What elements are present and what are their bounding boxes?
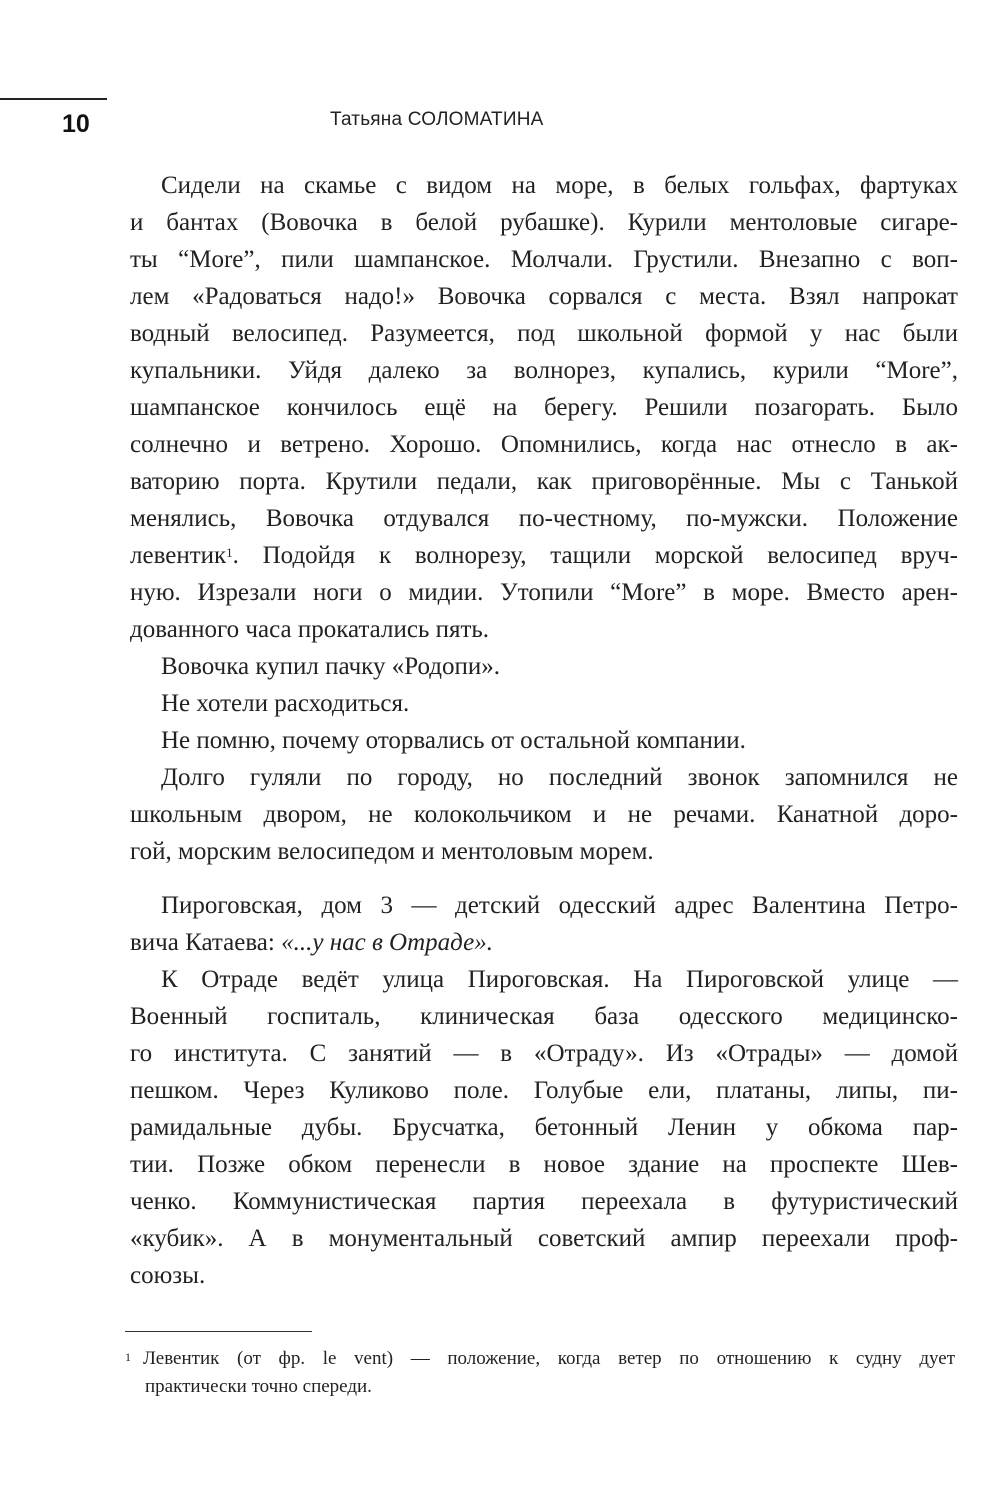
- text-line: школьным двором, не колокольчиком и не речами. Канатной доро-: [130, 801, 958, 828]
- text-line: водный велосипед. Разумеется, под школьной формой у нас были: [130, 320, 958, 347]
- text-line: ченко. Коммунистическая партия переехала в футуристический: [130, 1188, 958, 1215]
- footnote-line: практически точно спереди.: [145, 1376, 372, 1397]
- footnote-mark: 1: [125, 1350, 131, 1364]
- text-line: дованного часа прокатались пять.: [130, 616, 490, 643]
- text-line: пешком. Через Куликово поле. Голубые ели, платаны, липы, пи-: [130, 1077, 958, 1104]
- text-line: ты “More”, пили шампанское. Молчали. Грустили. Внезапно с воп-: [130, 246, 958, 273]
- body-text: [130, 167, 958, 1294]
- text-line: рамидальные дубы. Брусчатка, бетонный Ленин у обкома пар-: [130, 1114, 958, 1141]
- text-line: ваторию порта. Крутили педали, как приговорённые. Мы с Танькой: [130, 468, 958, 495]
- text-line: шампанское кончилось ещё на берегу. Решили позагорать. Было: [130, 394, 958, 421]
- text-line: союзы.: [130, 1262, 206, 1289]
- text-line-with-footnote-ref: [130, 537, 958, 574]
- text-line: Военный госпиталь, клиническая база одесского медицинско-: [130, 1003, 958, 1030]
- text-line: го института. С занятий — в «Отраду». Из «Отрады» — домой: [130, 1040, 958, 1067]
- footnote-ref[interactable]: 1: [226, 545, 233, 560]
- text-line: менялись, Вовочка отдувался по-честному, по-мужски. Положение: [130, 505, 958, 532]
- footnote-rule: [125, 1331, 312, 1332]
- text-line: и бантах (Вовочка в белой рубашке). Курили ментоловые сигаре-: [130, 209, 958, 236]
- text-line: лем «Радоваться надо!» Вовочка сорвался с места. Взял напрокат: [130, 283, 958, 310]
- italic-quote: «...у нас в Отраде».: [281, 929, 493, 956]
- footnote: [125, 1345, 955, 1401]
- text-line: Пироговская, дом 3 — детский одесский адрес Валентина Петро-: [161, 892, 958, 919]
- text-line: тии. Позже обком перенесли в новое здание на проспекте Шев-: [130, 1151, 958, 1178]
- text-line: ную. Изрезали ноги о мидии. Утопили “More” в море. Вместо арен-: [130, 579, 958, 606]
- text-line: Вовочка купил пачку «Родопи».: [161, 653, 501, 680]
- text-line: Долго гуляли по городу, но последний звонок запомнился не: [161, 764, 958, 791]
- header-rule: [0, 98, 107, 100]
- footnote-line: [125, 1345, 955, 1373]
- text-line: солнечно и ветрено. Хорошо. Опомнились, когда нас отнесло в ак-: [130, 431, 958, 458]
- text-fragment: вича Катаева:: [130, 929, 282, 956]
- text-fragment: . Подойдя к волнорезу, тащили морской велосипед вруч-: [232, 542, 958, 569]
- text-line: Не хотели расходиться.: [161, 690, 410, 717]
- footnote-text: Левентик (от фр. le vent) — положение, когда ветер по отношению к судну дует: [143, 1348, 955, 1369]
- text-fragment: левентик: [130, 542, 227, 569]
- page-number: 10: [62, 110, 90, 138]
- text-line: Сидели на скамье с видом на море, в белых гольфах, фартуках: [161, 172, 958, 199]
- text-line: Не помню, почему оторвались от остальной компании.: [161, 727, 746, 754]
- section-gap: [130, 870, 958, 887]
- text-line: К Отраде ведёт улица Пироговская. На Пироговской улице —: [161, 966, 958, 993]
- text-line: купальники. Уйдя далеко за волнорез, купались, курили “More”,: [130, 357, 958, 384]
- text-line: «кубик». А в монументальный советский ампир переехали проф-: [130, 1225, 958, 1252]
- running-head: Татьяна СОЛОМАТИНА: [330, 109, 544, 130]
- text-line-with-quote: [130, 924, 958, 961]
- text-line: гой, морским велосипедом и ментоловым морем.: [130, 838, 654, 865]
